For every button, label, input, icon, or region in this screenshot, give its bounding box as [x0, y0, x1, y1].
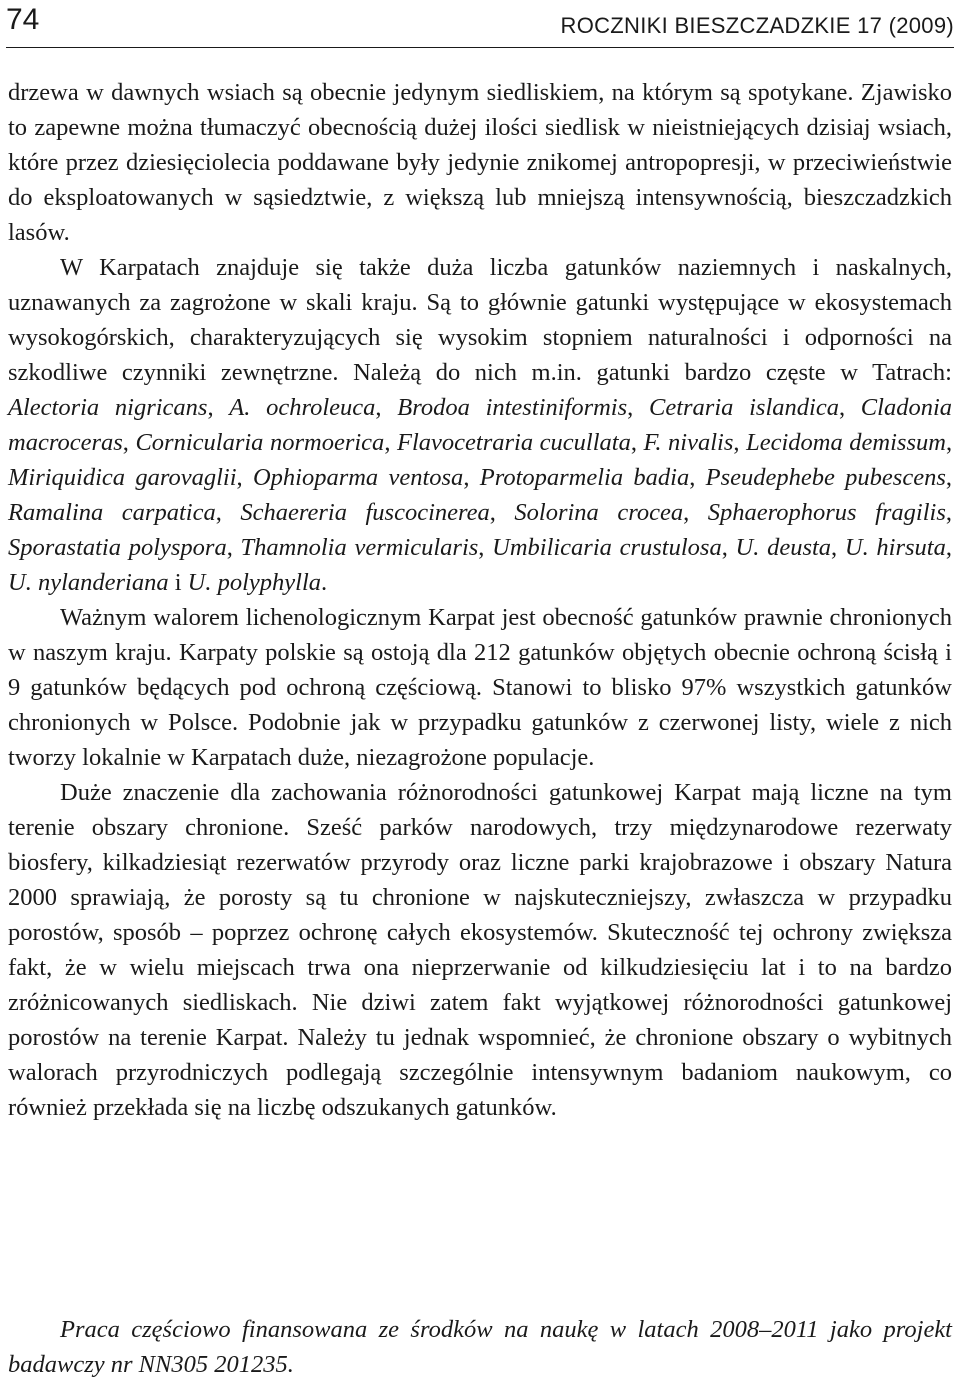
- species-name: Protoparmelia badia: [479, 464, 690, 491]
- species-separator: ,: [838, 394, 861, 421]
- page-number: 74: [6, 3, 40, 36]
- species-separator: ,: [945, 499, 952, 526]
- journal-title: ROCZNIKI BIESZCZADZKIE 17 (2009): [560, 13, 954, 38]
- species-separator: ,: [945, 534, 952, 561]
- species-separator: ,: [831, 534, 845, 561]
- species-name: U. nylanderiana: [8, 569, 169, 596]
- species-name: Lecidoma demissum: [746, 429, 946, 456]
- species-name: U. polyphylla: [187, 569, 322, 596]
- species-list: [8, 394, 952, 596]
- species-name: Alectoria nigricans: [8, 394, 208, 421]
- species-separator: ,: [683, 499, 708, 526]
- page-header: [0, 0, 960, 52]
- paragraph-3: Ważnym walorem lichenologicznym Karpat jest obecność gatunków prawnie chronionych w naszym kraju. Karpaty polskie są ostoją dla 212 gatunków objętych obecnie ochroną ścisłą i 9 gatunków będących pod ochroną częściową. Stanowi to blisko 97% wszystkich gatunków chronionych w Polsce. Podobnie jak w przypadku gatunków z czerwonej listy, wiele z nich tworzy lokalnie w Karpatach duże, niezagrożone populacje.: [8, 604, 952, 771]
- species-name: A. ochroleuca: [229, 394, 376, 421]
- species-separator: ,: [236, 464, 253, 491]
- species-name: Schaereria fuscocinerea: [240, 499, 490, 526]
- species-name: Brodoa intestiniformis: [397, 394, 628, 421]
- paragraph-1: drzewa w dawnych wsiach są obecnie jedynym siedliskiem, na którym są spotykane. Zjawisko to zapewne można tłumaczyć obecnością dużej ilości siedlisk w nieistniejących dzisiaj wsiach, które przez dziesięciolecia poddawane były jedynie znikomej antropopresji, w przeciwieństwie do eksploatowanych w sąsiedztwie, z większą lub mniejszą intensywnością, bieszczadzkich lasów.: [8, 79, 952, 246]
- species-name: Miriquidica garovaglii: [8, 464, 237, 491]
- species-name: Sporastatia polyspora: [8, 534, 227, 561]
- species-name: Sphaerophorus fragilis: [707, 499, 946, 526]
- paragraph-4: Duże znaczenie dla zachowania różnorodności gatunkowej Karpat mają liczne na tym terenie obszary chronione. Sześć parków narodowych, trzy międzynarodowe rezerwaty biosfery, kilkadziesiąt rezerwatów przyrody oraz liczne parki krajobrazowe i obszary Natura 2000 sprawiają, że porosty są tu chronione w najskuteczniejszy, zwłaszcza w przypadku porostów, sposób – poprzez ochronę całych ekosystemów. Skuteczność tej ochrony zwiększa fakt, że w wielu miejscach trwa ona nieprzerwanie od kilkudziesięciu lat i to na bardzo zróżnicowanych siedliskach. Nie dziwi zatem fakt wyjątkowej różnorodności gatunkowej porostów na terenie Karpat. Należy tu jednak wspomnieć, że chronione obszary o wybitnych walorach przyrodniczych podlegają szczególnie intensywnym badaniom naukowym, co również przekłada się na liczbę odszukanych gatunków.: [8, 779, 952, 1121]
- species-separator: ,: [226, 534, 241, 561]
- funding-note: Praca częściowo finansowana ze środków na naukę w latach 2008–2011 jako projekt badawczy nr NN305 201235.: [8, 1315, 952, 1378]
- species-name: F. nivalis: [643, 429, 734, 456]
- paragraph-2-intro: W Karpatach znajduje się także duża liczba gatunków naziemnych i naskalnych, uznawanych za zagrożone w skali kraju. Są to głównie gatunki występujące w ekosystemach wysokogórskich, charakteryzujących się wysokim stopniem naturalności i odporności na szkodliwe czynniki zewnętrzne. Należą do nich m.in. gatunki bardzo częste w Tatrach:: [8, 254, 952, 386]
- species-name: U. deusta: [735, 534, 832, 561]
- species-name: Ophioparma ventosa: [252, 464, 464, 491]
- species-separator: ,: [384, 429, 398, 456]
- species-name: Umbilicaria crustulosa: [492, 534, 722, 561]
- species-separator: ,: [478, 534, 493, 561]
- species-separator: ,: [945, 429, 953, 456]
- species-separator: ,: [627, 394, 649, 421]
- species-separator: ,: [207, 394, 230, 421]
- species-name: Pseudephebe pubescens: [705, 464, 946, 491]
- species-separator: ,: [489, 499, 515, 526]
- header-divider: [6, 47, 954, 48]
- species-name: Cladonia macroceras: [8, 394, 953, 456]
- species-separator: i: [168, 569, 188, 596]
- article-body: [8, 75, 952, 1125]
- species-name: Flavocetraria cucullata: [397, 429, 631, 456]
- species-separator: ,: [630, 429, 644, 456]
- species-name: Thamnolia vermicularis: [240, 534, 479, 561]
- species-separator: ,: [375, 394, 398, 421]
- species-name: Solorina crocea: [514, 499, 684, 526]
- paragraph-2-end: .: [321, 569, 328, 596]
- species-name: U. hirsuta: [844, 534, 946, 561]
- species-name: Cetraria islandica: [649, 394, 839, 421]
- species-name: Ramalina carpatica: [8, 499, 216, 526]
- species-separator: ,: [215, 499, 241, 526]
- species-separator: ,: [122, 429, 136, 456]
- species-separator: ,: [721, 534, 736, 561]
- paragraph-2: [8, 250, 952, 600]
- species-separator: ,: [689, 464, 706, 491]
- species-separator: ,: [463, 464, 480, 491]
- species-separator: ,: [945, 464, 952, 491]
- species-name: Cornicularia normoerica: [135, 429, 385, 456]
- species-separator: ,: [733, 429, 747, 456]
